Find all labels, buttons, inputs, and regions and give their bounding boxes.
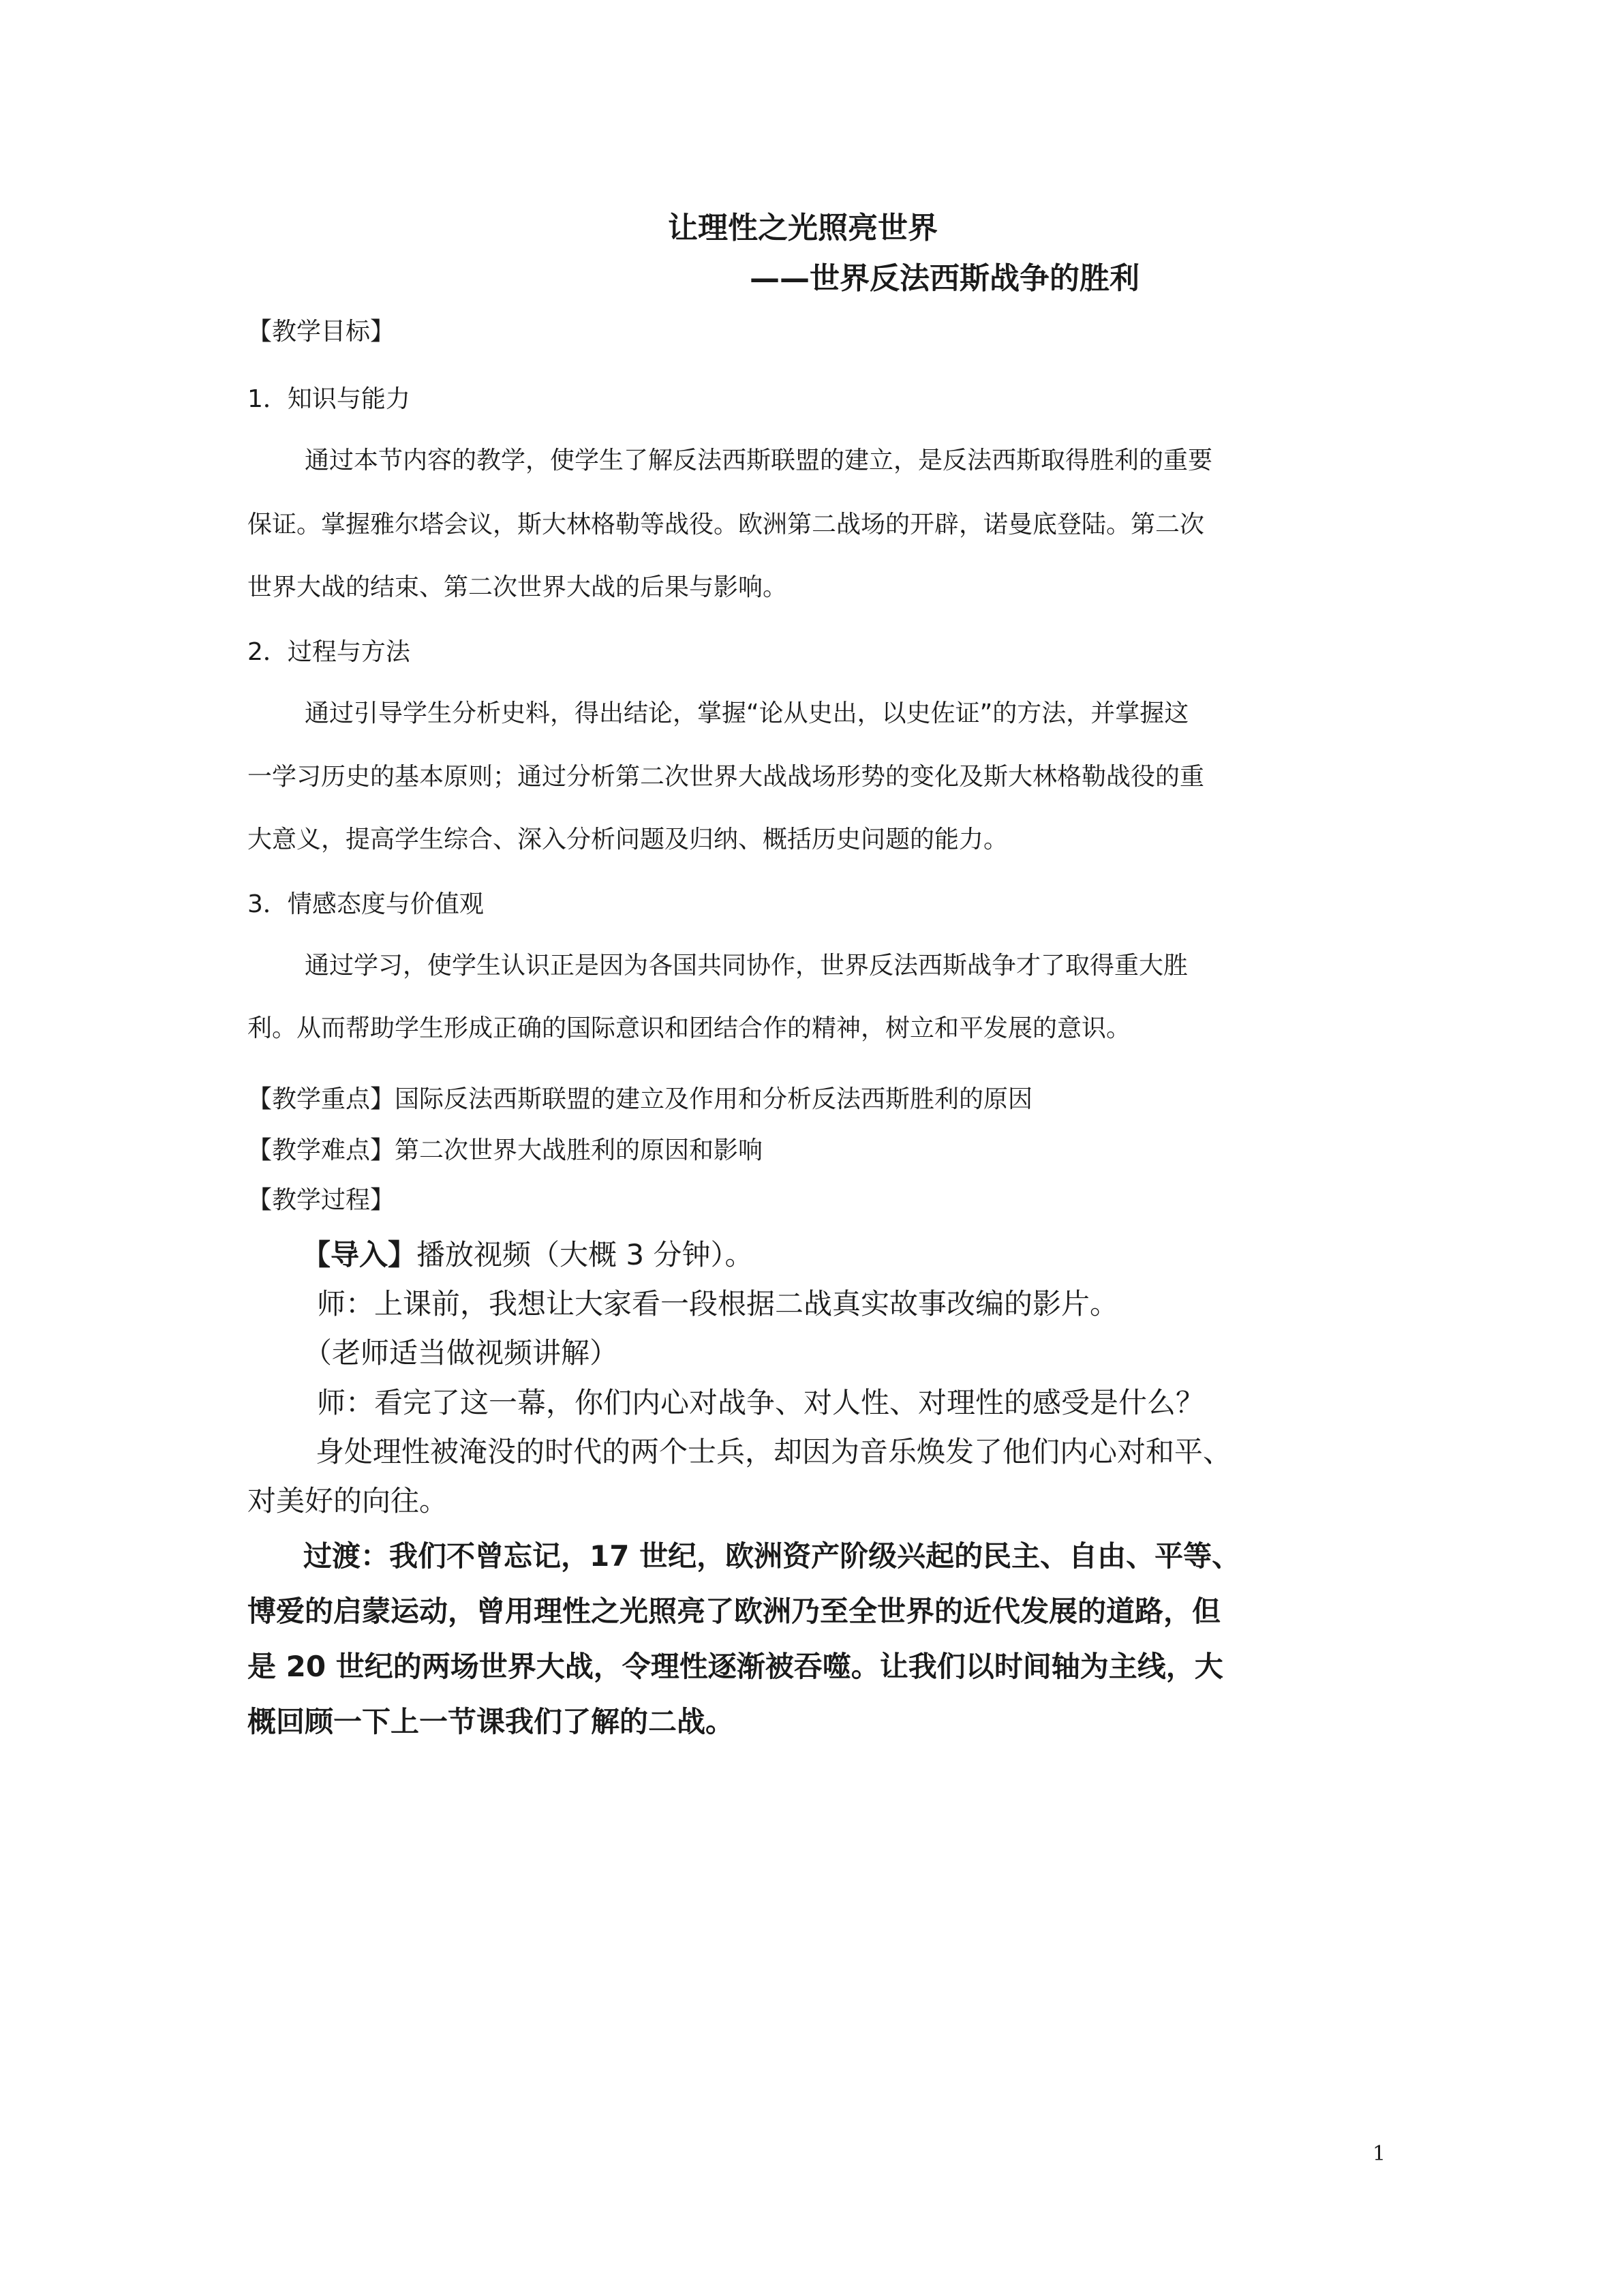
section-2-heading: 2．过程与方法 (247, 638, 410, 666)
soldiers-line: 对美好的向往。 (247, 1484, 448, 1517)
key-points: 【教学重点】国际反法西斯联盟的建立及作用和分析反法西斯胜利的原因 (247, 1085, 1033, 1113)
teacher-line-2: 师：看完了这一幕，你们内心对战争、对人性、对理性的感受是什么？ (317, 1386, 1205, 1419)
soldiers-line: 身处理性被淹没的时代的两个士兵，却因为音乐焕发了他们内心对和平、 (316, 1435, 1232, 1468)
section-1-heading: 1．知识与能力 (247, 385, 410, 413)
intro-label: 【导入】 (302, 1238, 417, 1271)
document-title: 让理性之光照亮世界 (668, 211, 938, 245)
section-2-line: 大意义，提高学生综合、深入分析问题及归纳、概括历史问题的能力。 (247, 826, 1009, 854)
transition-line: 概回顾一下上一节课我们了解的二战。 (247, 1705, 735, 1738)
section-3-line: 通过学习，使学生认识正是因为各国共同协作，世界反法西斯战争才了取得重大胜 (305, 952, 1189, 980)
section-2-line: 通过引导学生分析史料，得出结论，掌握“论从史出，以史佐证”的方法，并掌握这 (305, 699, 1189, 727)
section-1-line: 世界大战的结束、第二次世界大战的后果与影响。 (247, 573, 788, 601)
section-3-heading: 3．情感态度与价值观 (247, 890, 484, 918)
teacher-note: （老师适当做视频讲解） (303, 1336, 619, 1370)
difficulties: 【教学难点】第二次世界大战胜利的原因和影响 (247, 1136, 763, 1164)
document-subtitle: ——世界反法西斯战争的胜利 (750, 261, 1139, 296)
intro-line (302, 1233, 753, 1273)
transition-line: 是 20 世纪的两场世界大战，令理性逐渐被吞噬。让我们以时间轴为主线，大 (247, 1650, 1223, 1683)
section-1-line: 保证。掌握雅尔塔会议，斯大林格勒等战役。欧洲第二战场的开辟，诺曼底登陆。第二次 (247, 511, 1205, 539)
section-1-line: 通过本节内容的教学，使学生了解反法西斯联盟的建立，是反法西斯取得胜利的重要 (305, 447, 1213, 474)
objectives-heading: 【教学目标】 (247, 318, 395, 346)
transition-line: 博爱的启蒙运动，曾用理性之光照亮了欧洲乃至全世界的近代发展的道路，但 (247, 1595, 1221, 1628)
transition-line: 过渡：我们不曾忘记，17 世纪，欧洲资产阶级兴起的民主、自由、平等、 (303, 1539, 1241, 1573)
section-2-line: 一学习历史的基本原则；通过分析第二次世界大战战场形势的变化及斯大林格勒战役的重 (247, 763, 1205, 791)
intro-text: 播放视频（大概 3 分钟）。 (416, 1238, 754, 1271)
page-number: 1 (1373, 2142, 1386, 2166)
section-3-line: 利。从而帮助学生形成正确的国际意识和团结合作的精神，树立和平发展的意识。 (247, 1014, 1131, 1042)
process-heading: 【教学过程】 (247, 1186, 395, 1214)
teacher-line-1: 师：上课前，我想让大家看一段根据二战真实故事改编的影片。 (317, 1287, 1119, 1320)
